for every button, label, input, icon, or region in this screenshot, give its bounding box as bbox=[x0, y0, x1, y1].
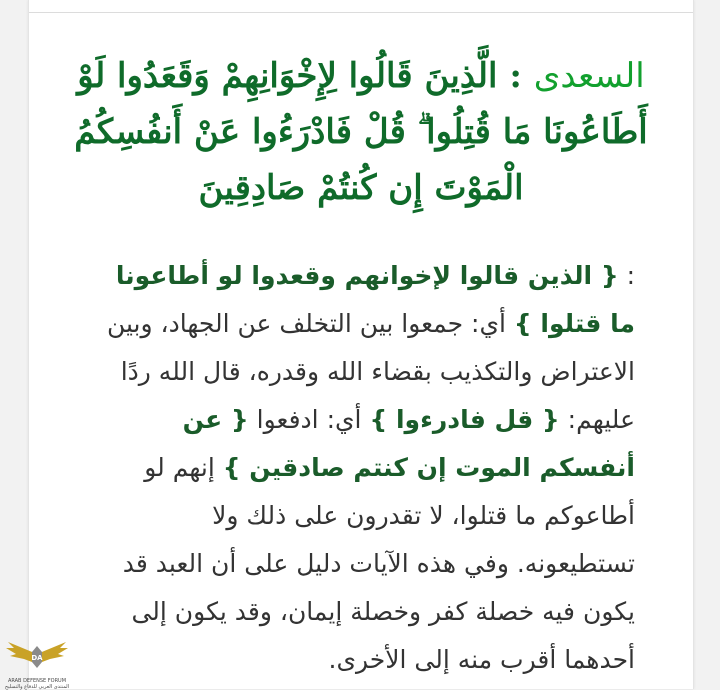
quoted-verse-3: { عن أنفسكم الموت إن كنتم صادقين } bbox=[182, 405, 635, 482]
verse-heading bbox=[69, 48, 653, 216]
quoted-verse-2: { قل فادرءوا } bbox=[369, 405, 560, 434]
tafsir-author: السعدى bbox=[533, 56, 645, 96]
tafsir-text-2: أي: ادفعوا bbox=[248, 405, 370, 434]
logo-abbr: DA bbox=[31, 654, 43, 662]
logo-line-2: المنتدى العربي للدفاع والتسليح bbox=[4, 684, 70, 690]
eagle-wings-icon bbox=[2, 632, 72, 674]
top-divider bbox=[29, 12, 693, 13]
arab-defense-forum-logo bbox=[2, 632, 72, 688]
content-card bbox=[28, 0, 694, 689]
heading-separator: : bbox=[497, 56, 534, 96]
tafsir-lead: : bbox=[618, 261, 635, 290]
tafsir-body bbox=[87, 252, 635, 684]
quoted-verse-1: { الذين قالوا لإخوانهم وقعدوا لو أطاعونا ما قتلوا } bbox=[115, 261, 635, 338]
tafsir-text-1: أي: جمعوا بين التخلف عن الجهاد، وبين الاعتراض والتكذيب بقضاء الله وقدره، قال الله ردًا عليهم: bbox=[106, 309, 635, 434]
verse-text: الَّذِينَ قَالُوا لِإِخْوَانِهِمْ وَقَعَدُوا لَوْ أَطَاعُونَا مَا قُتِلُوا ۗ قُلْ فَادْرَءُوا عَنْ أَنفُسِكُمُ الْمَوْتَ إِن كُنتُمْ صَادِقِينَ bbox=[74, 56, 648, 208]
logo-line-1: ARAB DEFENSE FORUM bbox=[7, 678, 67, 684]
tafsir-text-3: إنهم لو أطاعوكم ما قتلوا، لا تقدرون على ذلك ولا تستطيعونه. وفي هذه الآيات دليل على أن العبد قد يكون فيه خصلة كفر وخصلة إيمان، وقد يكون إلى أحدهما أقرب منه إلى الأخرى. bbox=[122, 453, 635, 674]
